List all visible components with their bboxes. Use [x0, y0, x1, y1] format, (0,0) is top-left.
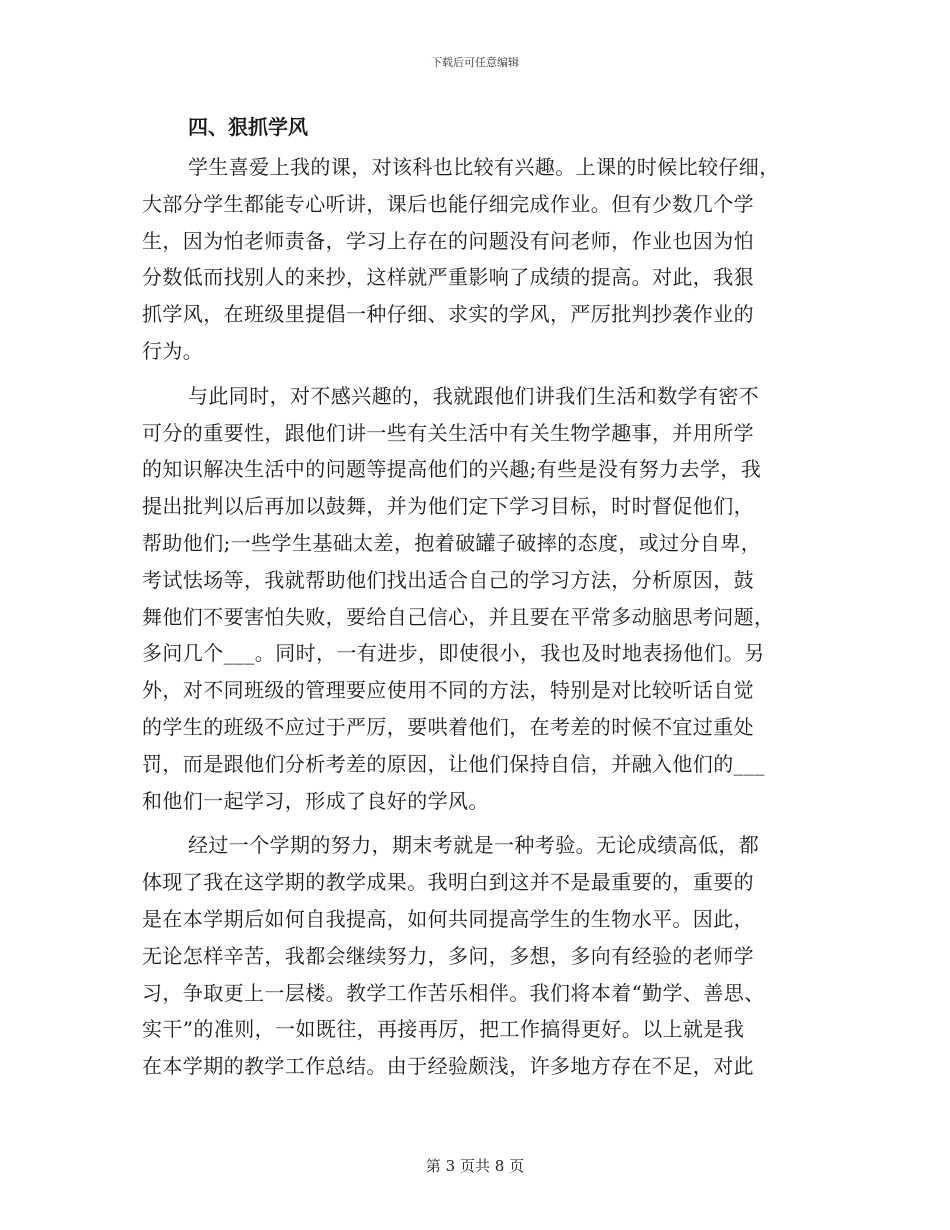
- paragraph-line: 经过一个学期的努力，期末考就是一种考验。无论成绩高低，都: [188, 833, 760, 858]
- paragraph-line: 多问几个___。同时，一有进步，即使很小，我也及时地表扬他们。另: [142, 641, 765, 666]
- paragraph-line: 习，争取更上一层楼。教学工作苦乐相伴。我们将本着“勤学、善思、: [142, 980, 765, 1005]
- paragraph-3: [142, 827, 807, 1085]
- paragraph-line: 帮助他们;一些学生基础太差，抱着破罐子破摔的态度，或过分自卑，: [142, 530, 762, 555]
- paragraph-line: 可分的重要性，跟他们讲一些有关生活中有关生物学趣事，并用所学: [142, 420, 754, 445]
- document-body: [142, 112, 807, 1085]
- paragraph-line: 外，对不同班级的管理要应使用不同的方法，特别是对比较听话自觉: [142, 678, 754, 703]
- paragraph-line: 生，因为怕老师责备，学习上存在的问题没有问老师，作业也因为怕: [142, 228, 754, 253]
- paragraph-line: 舞他们不要害怕失败，要给自己信心，并且要在平常多动脑思考问题，: [142, 604, 775, 629]
- paragraph-line: 大部分学生都能专心听讲，课后也能仔细完成作业。但有少数几个学: [142, 191, 754, 216]
- paragraph-line: 的学生的班级不应过于严厉，要哄着他们，在考差的时候不宜过重处: [142, 714, 754, 739]
- paragraph-line: 是在本学期后如何自我提高，如何共同提高学生的生物水平。因此，: [142, 906, 754, 931]
- paragraph-line: 实干”的准则，一如既往，再接再厉，把工作搞得更好。以上就是我: [142, 1017, 745, 1042]
- paragraph-line: 提出批判以后再加以鼓舞，并为他们定下学习目标，时时督促他们，: [142, 494, 754, 519]
- paragraph-1: [142, 149, 807, 370]
- paragraph-line: 行为。: [142, 338, 204, 363]
- paragraph-line: 学生喜爱上我的课，对该科也比较有兴趣。上课的时候比较仔细，: [188, 155, 780, 179]
- paragraph-line: 体现了我在这学期的教学成果。我明白到这并不是最重要的，重要的: [142, 870, 754, 895]
- paragraph-line: 与此同时，对不感兴趣的，我就跟他们讲我们生活和数学有密不: [188, 383, 760, 408]
- paragraph-line: 和他们一起学习，形成了良好的学风。: [142, 788, 489, 813]
- paragraph-line: 抓学风，在班级里提倡一种仔细、求实的学风，严厉批判抄袭作业的: [142, 302, 754, 327]
- paragraph-line: 无论怎样辛苦，我都会继续努力，多问，多想，多向有经验的老师学: [142, 943, 754, 968]
- paragraph-line: 的知识解决生活中的问题等提高他们的兴趣;有些是没有努力去学，我: [142, 457, 762, 482]
- paragraph-line: 在本学期的教学工作总结。由于经验颇浅，许多地方存在不足，对此: [142, 1054, 754, 1079]
- paragraph-2: [142, 378, 807, 820]
- page-header: 下载后可任意编辑: [431, 56, 519, 69]
- section-heading: 四、狠抓学风: [188, 115, 308, 139]
- page-footer: 第 3 页共 8 页: [425, 1157, 525, 1175]
- paragraph-line: 罚，而是跟他们分析考差的原因，让他们保持自信，并融入他们的___: [142, 751, 765, 776]
- paragraph-line: 考试怯场等，我就帮助他们找出适合自己的学习方法，分析原因，鼓: [142, 567, 754, 592]
- paragraph-line: 分数低而找别人的来抄，这样就严重影响了成绩的提高。对此，我狠: [142, 265, 754, 290]
